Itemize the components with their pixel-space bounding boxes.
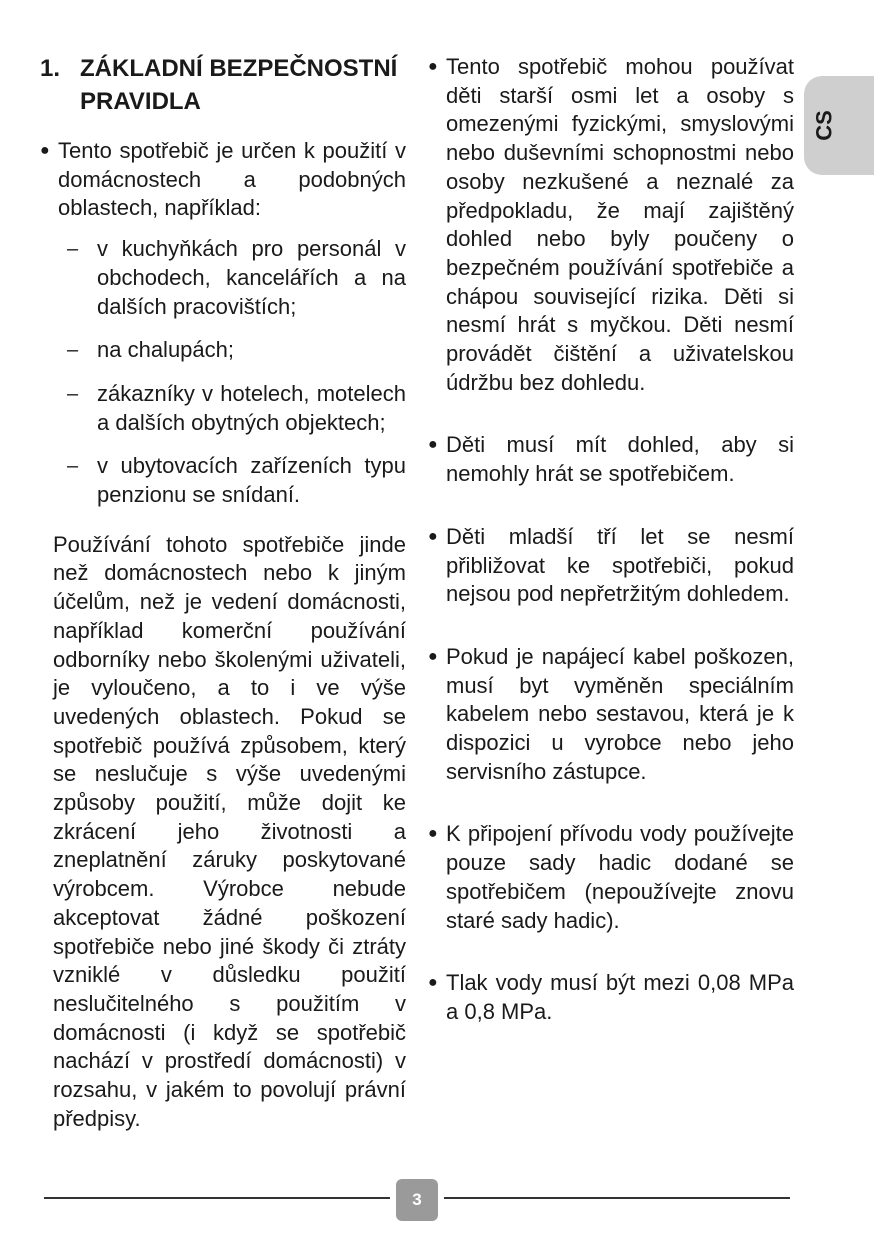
bullet-icon: ● [428, 825, 438, 843]
section-title: ZÁKLADNÍ BEZPEČNOSTNÍ PRAVIDLA [80, 55, 398, 115]
safety-bullet [428, 53, 794, 397]
safety-bullet [428, 820, 794, 935]
left-column [40, 52, 406, 1134]
bullet-icon: ● [40, 142, 50, 159]
list-item-text: na chalupách; [97, 337, 234, 363]
bullet-icon: ● [428, 974, 438, 992]
language-code: CS [811, 110, 836, 141]
bullet-icon: ● [428, 436, 438, 454]
dash-icon: – [67, 455, 79, 478]
section-heading [40, 52, 406, 118]
bullet-text: Tlak vody musí být mezi 0,08 MPa a 0,8 MPa. [446, 970, 794, 1024]
bullet-text: Pokud je napájecí kabel poškozen, musí byt vyměněn speciálním kabelem nebo sestavou, která je k dispozici u vyrobce nebo jeho servisního zástupce. [446, 643, 794, 784]
bullet-text: K připojení přívodu vody používejte pouze sady hadic dodané se spotřebičem (nepoužívejte znovu staré sady hadic). [446, 821, 794, 933]
safety-bullet [428, 523, 794, 609]
intro-bullet [40, 137, 406, 223]
bullet-text: Tento spotřebič mohou používat děti starší osmi let a osoby s omezenými fyzickými, smyslovými nebo duševními schopnostmi nebo osoby nezkušené a neznalé za předpokladu, že mají zajištěný dohled nebo byly poučeny o bezpečném používání spotřebiče a chápou související rizika. Děti si nesmí hrát s myčkou. Děti nesmí provádět čištění a uživatelskou údržbu bez dohledu. [446, 54, 794, 395]
usage-restriction-paragraph: Používání tohoto spotřebiče jinde než domácnostech nebo k jiným účelům, než je vedení domácnosti, například komerční používání odborníky nebo školenými uživateli, je vyloučeno, a to i ve výše uvedených oblastech. Pokud se spotřebič používá způsobem, který se neslučuje s výše uvedenými způsoby použití, může dojit ke zkrácení jeho životnosti a zneplatnění záruky poskytované výrobcem. Výrobce nebude akceptovat žádné poškození spotřebiče nebo jiné škody či ztráty vzniklé v důsledku použití neslučitelného s použitím v domácnosti (i když se spotřebič nachází v prostředí domácnosti) v rozsahu, v jakém to povolují právní předpisy. [53, 531, 406, 1131]
intro-text: Tento spotřebič je určen k použití v domácnostech a podobných oblastech, například: [58, 138, 406, 221]
list-item-text: v kuchyňkách pro personál v obchodech, kancelářích a na dalších pracovištích; [97, 236, 406, 319]
dash-icon: – [67, 339, 79, 362]
bullet-icon: ● [428, 527, 438, 545]
safety-bullet [428, 969, 794, 1026]
bullet-text: Děti mladší tří let se nesmí přibližovat ke spotřebiči, pokud nejsou pod nepřetržitým dohledem. [446, 523, 794, 607]
page-number: 3 [396, 1179, 438, 1221]
footer-divider-left [44, 1197, 390, 1199]
list-item [40, 380, 406, 437]
dash-icon: – [67, 238, 79, 261]
bullet-icon: ● [428, 58, 438, 75]
section-number: 1. [40, 55, 61, 82]
list-item-text: v ubytovacích zařízeních typu penzionu se snídaní. [97, 453, 406, 508]
language-tab [804, 76, 874, 175]
safety-bullet [428, 431, 794, 488]
list-item-text: zákazníky v hotelech, motelech a dalších obytných objektech; [97, 380, 406, 435]
footer-divider-right [444, 1197, 790, 1199]
list-item [40, 336, 406, 365]
right-column [428, 53, 794, 1061]
usage-area-list [40, 235, 406, 510]
bullet-icon: ● [428, 647, 438, 665]
dash-icon: – [67, 382, 79, 405]
bullet-text: Děti musí mít dohled, aby si nemohly hrát se spotřebičem. [446, 432, 794, 487]
safety-bullet [428, 643, 794, 787]
list-item [40, 452, 406, 509]
list-item [40, 235, 406, 321]
